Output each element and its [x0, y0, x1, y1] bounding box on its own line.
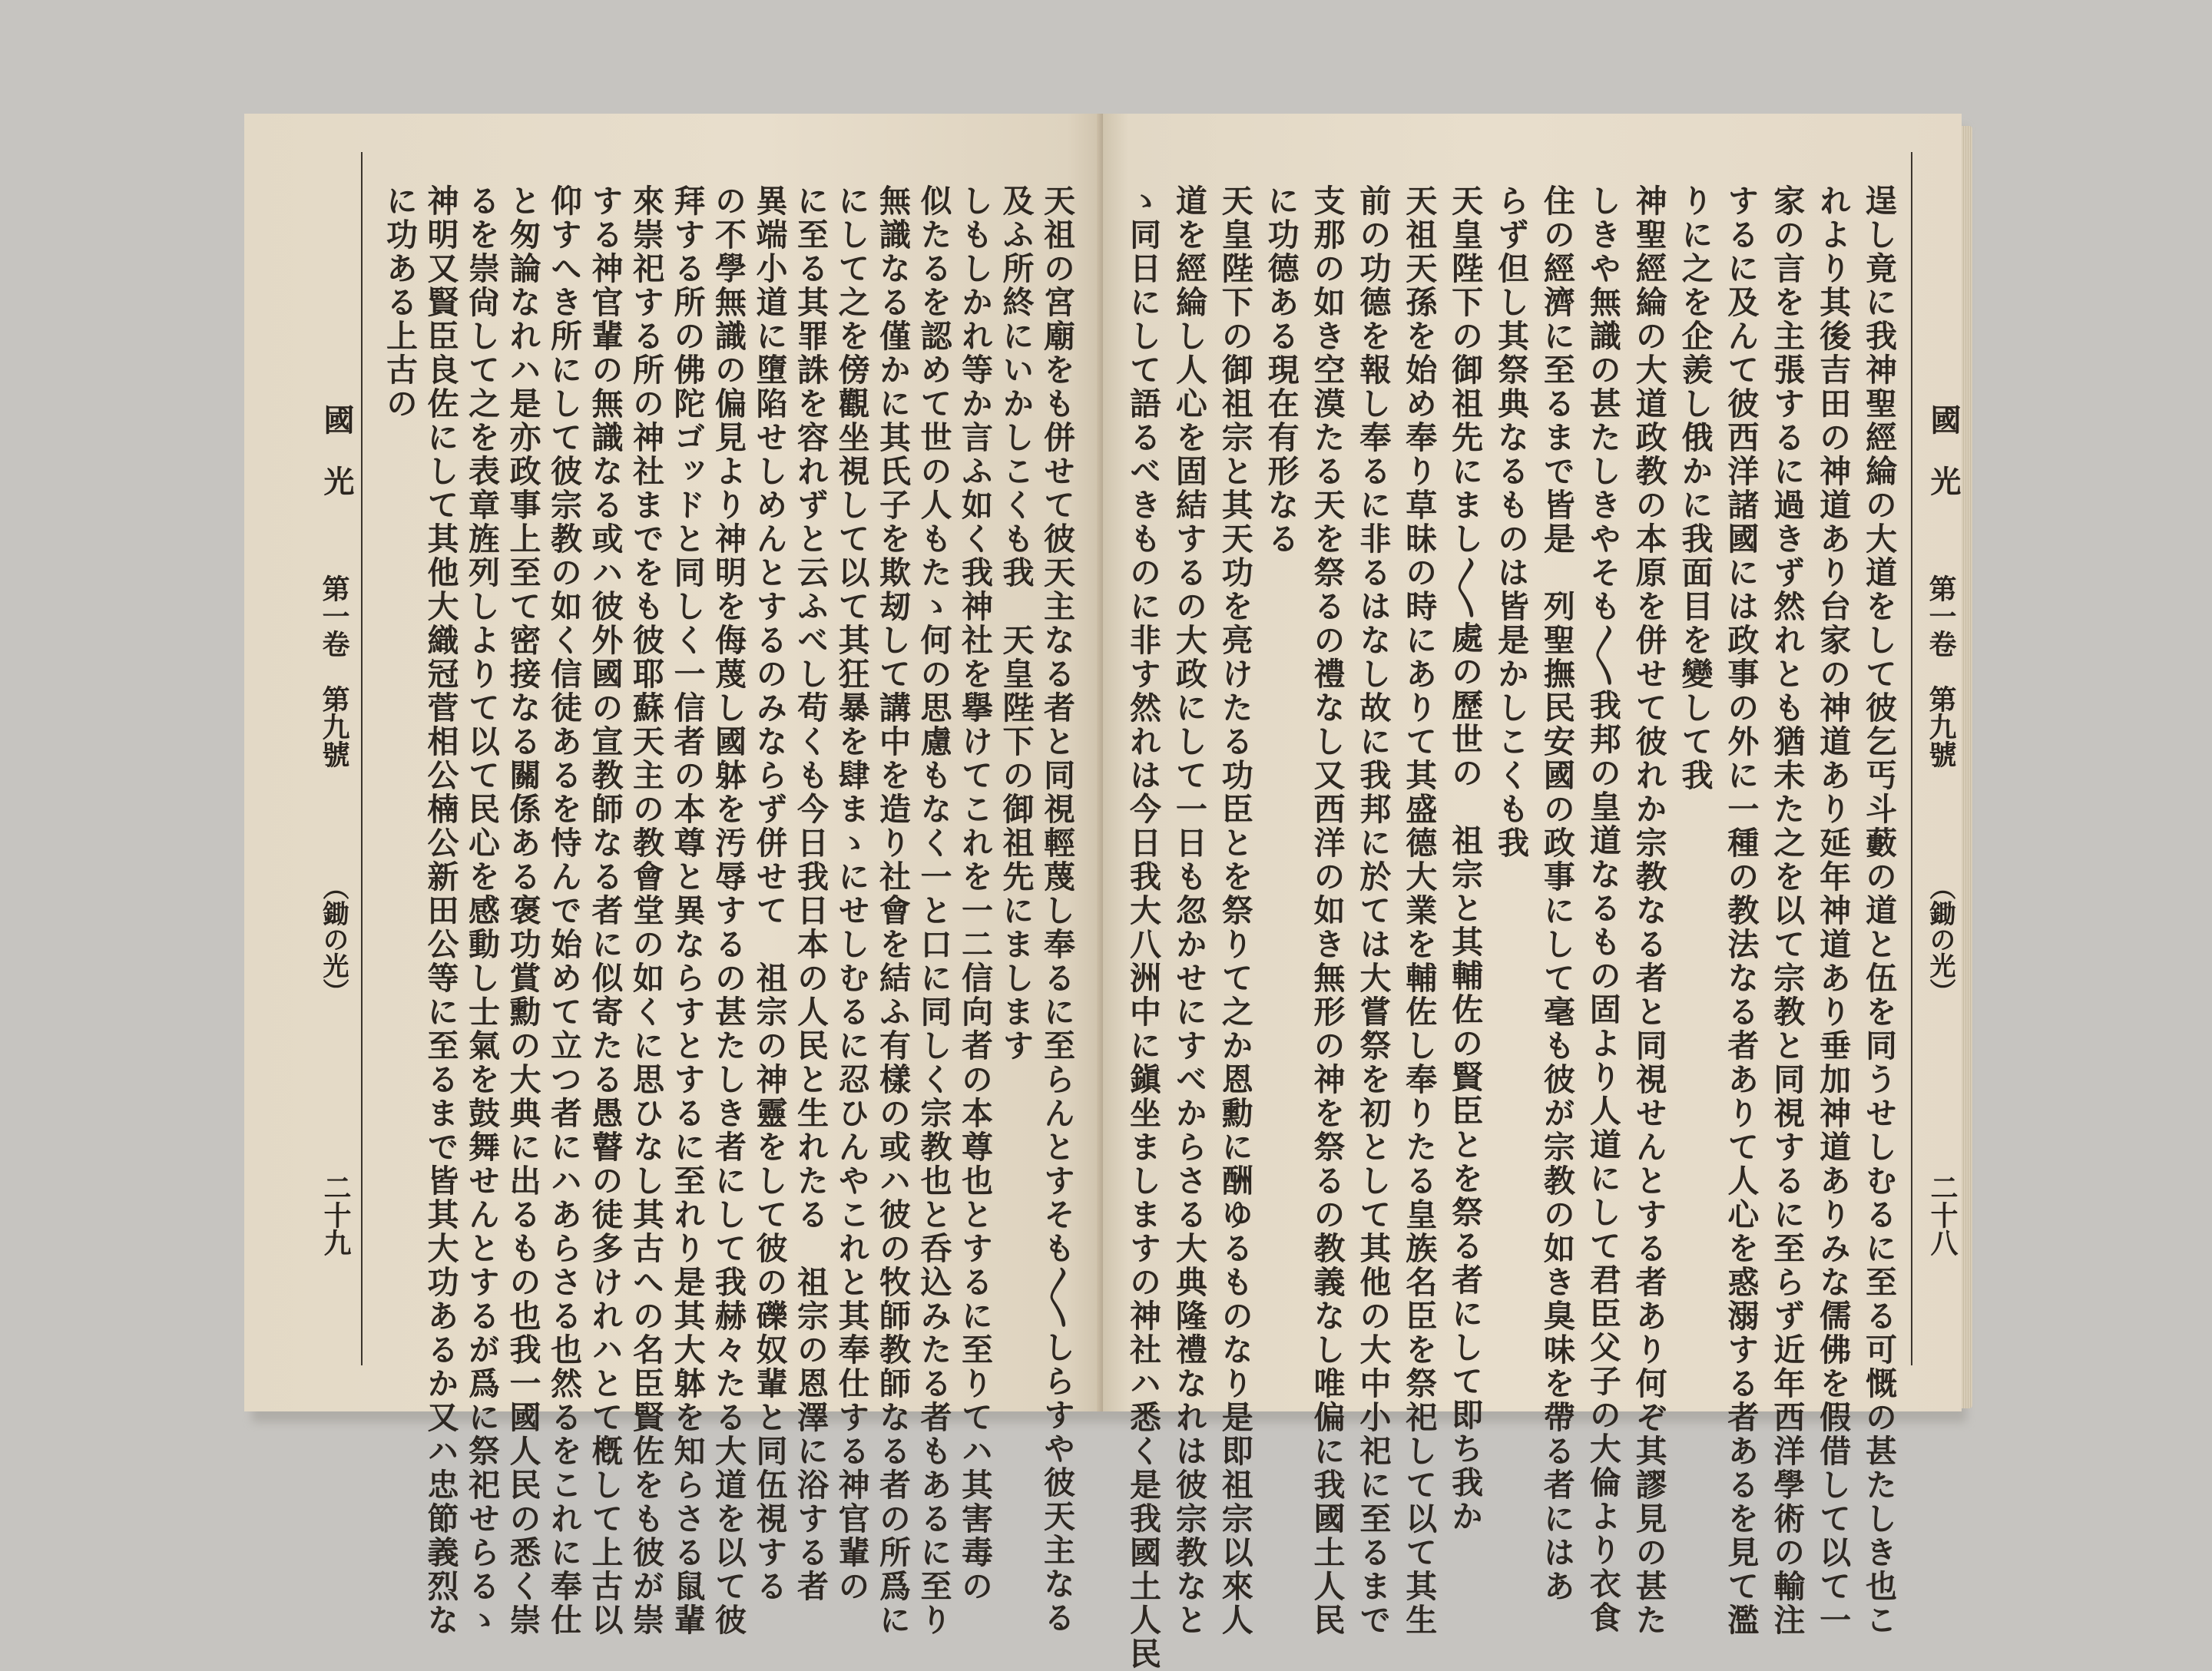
text-column: 前の功德を報し奉るに非るはなし故に我邦に於ては大嘗祭を初として其他の大中小祀に至るまで [1354, 184, 1392, 1637]
text-column: 神明又賢臣良佐にして其他大織冠菅相公楠公新田公等に至るまで皆其大功あるか又ハ忠節義烈な [422, 184, 459, 1637]
text-column: 支那の如き空漠たる天を祭るの禮なし又西洋の如き無形の神を祭るの教義なし唯偏に我國土人民 [1308, 184, 1346, 1637]
right-running-sub: （鋤の光） [1925, 874, 1955, 1004]
text-column: に功德ある現在有形なる [1262, 184, 1300, 556]
text-column: と匆論なれハ是亦政事上至て密接なる關係ある褒功賞勳の大典に出るもの也我一國人民の悉く崇 [504, 184, 541, 1637]
left-running-volume: 第一卷 第九號 [318, 574, 350, 768]
text-column: にして之を傍觀坐視して以て其狂暴を肆まゝにせしむるに忍ひんやこれと其奉仕する神官輩の [833, 184, 870, 1603]
text-column: しもしかれ等か言ふ如く我神社を擧けてこれを一二信向者の本尊也とするに至りてハ其害毒の [956, 184, 993, 1603]
text-column: らず但し其祭典なるものは皆是かしこくも我 [1492, 184, 1529, 860]
open-book [244, 114, 1971, 1671]
text-column: に至る其罪誅を容れずと云ふべし苟くも今日我日本の人民と生れたる 祖宗の恩澤に浴する者 [792, 184, 829, 1603]
text-column: 天皇陛下の御祖宗と其天功を亮けたる功臣とを祭りて之か恩勳に酬ゆるものなり是即祖宗以來人 [1216, 184, 1253, 1637]
right-header-rule [1911, 152, 1912, 1365]
text-column: 神聖經綸の大道政教の本原を併せて彼れか宗教なる者と同視せんとする者あり何ぞ其謬見の甚た [1630, 184, 1667, 1637]
text-column: 異端小道に墮陷せしめんとするのみならず併せて 祖宗の神靈をして彼の礫奴輩と同伍視する [750, 184, 788, 1603]
text-column: しきや無識の甚たしきやそも〳〵我邦の皇道なるもの固より人道にして君臣父子の大倫より衣食 [1584, 184, 1621, 1635]
text-column: 仰すへき所にして彼宗教の如く信徒あるを恃んで始めて立つ者にハあらさる也然るをこれに奉仕 [545, 184, 582, 1637]
text-column: するに及んて彼西洋諸國には政事の外に一種の教法なる者ありて人心を惑溺する者あるを見て濫 [1722, 184, 1760, 1637]
right-running-title: 國 光 [1926, 404, 1962, 496]
text-column: 拜する所の佛陀ゴッドと同しく一信者の本尊と異ならすとするに至れり是其大躰を知らさる鼠輩 [668, 184, 706, 1637]
left-running-title: 國 光 [319, 404, 355, 496]
page-edges [1962, 126, 1972, 1408]
text-column: れより其後吉田の神道あり台家の神道あり延年神道あり垂加神道ありみな儒佛を假借して以て一 [1814, 184, 1852, 1637]
left-running-sub: （鋤の光） [318, 874, 349, 1004]
text-column: りに之を企羨し俄かに我面目を變して我 [1676, 184, 1714, 792]
text-column: 道を經綸し人心を固結するの大政にして一日も忽かせにすべからさる大典隆禮なれは彼宗教なと [1170, 184, 1207, 1637]
text-column: 住の經濟に至るまで皆是 列聖撫民安國の政事にして毫も彼が宗教の如き臭味を帶る者にはあ [1538, 184, 1575, 1603]
right-page [1103, 114, 1962, 1671]
text-column: 及ふ所終にいかしこくも我 天皇陛下の御祖先にまします [997, 184, 1035, 1063]
text-column: るを崇尙して之を表章旌列しよりて以て民心を感動し士氣を鼓舞せんとするが爲に祭祀せらるゝ [463, 184, 500, 1637]
left-page-number: 二十九 [320, 1173, 352, 1256]
text-column: 來崇祀する所の神社までをも彼耶蘇天主の教會堂の如くに思ひなし其古への名臣賢佐をも彼が崇 [628, 184, 664, 1637]
text-column: する神官輩の無識なる或ハ彼外國の宣教師なる者に似寄たる愚瞽の徒多けれハとて槪して上古以 [586, 184, 624, 1637]
text-column: ゝ同日にして語るべきものに非す然れは今日我大八洲中に鎭坐ましますの神社ハ悉く是我國土人民 [1124, 184, 1161, 1671]
text-column: 天皇陛下の御祖先にまし〳〵處の歷世の 祖宗と其輔佐の賢臣とを祭る者にして即ち我か [1446, 184, 1484, 1534]
text-column: に功ある上古の [381, 184, 418, 421]
left-page [244, 114, 1101, 1637]
text-column: 天祖天孫を始め奉り草昧の時にありて其盛德大業を輔佐し奉りたる皇族名臣を祭祀して以て其生 [1400, 184, 1438, 1637]
left-header-rule [361, 152, 363, 1365]
text-column: の不學無識の偏見より神明を侮蔑し國躰を汚辱するの甚たしき者にして我赫々たる大道を以て彼 [710, 184, 747, 1637]
text-column: 天祖の宮廟をも併せて彼天主なる者と同視輕蔑し奉るに至らんとすそも〳〵しらすや彼天主なる [1038, 184, 1075, 1635]
text-column: 無識なる僅かに其氏子を欺刼して講中を造り社會を結ふ有樣の或ハ彼の牧師教師なる者の所爲に [874, 184, 911, 1637]
text-column: 家の言を主張するに過きず然れとも猶未た之を以て宗教と同視するに至らず近年西洋學術の輸注 [1768, 184, 1806, 1637]
right-running-volume: 第一卷 第九號 [1925, 574, 1957, 768]
right-page-number: 二十八 [1926, 1173, 1959, 1256]
text-column: 似たるを認めて世の人もたゝ何の思慮もなく一と口に同しく宗教也と呑込みたる者もあるに至り [915, 184, 952, 1637]
text-column: 逞し竟に我神聖經綸の大道をして彼乞丐斗藪の道と伍を同うせしむるに至る可慨の甚たしき也こ [1860, 184, 1897, 1637]
